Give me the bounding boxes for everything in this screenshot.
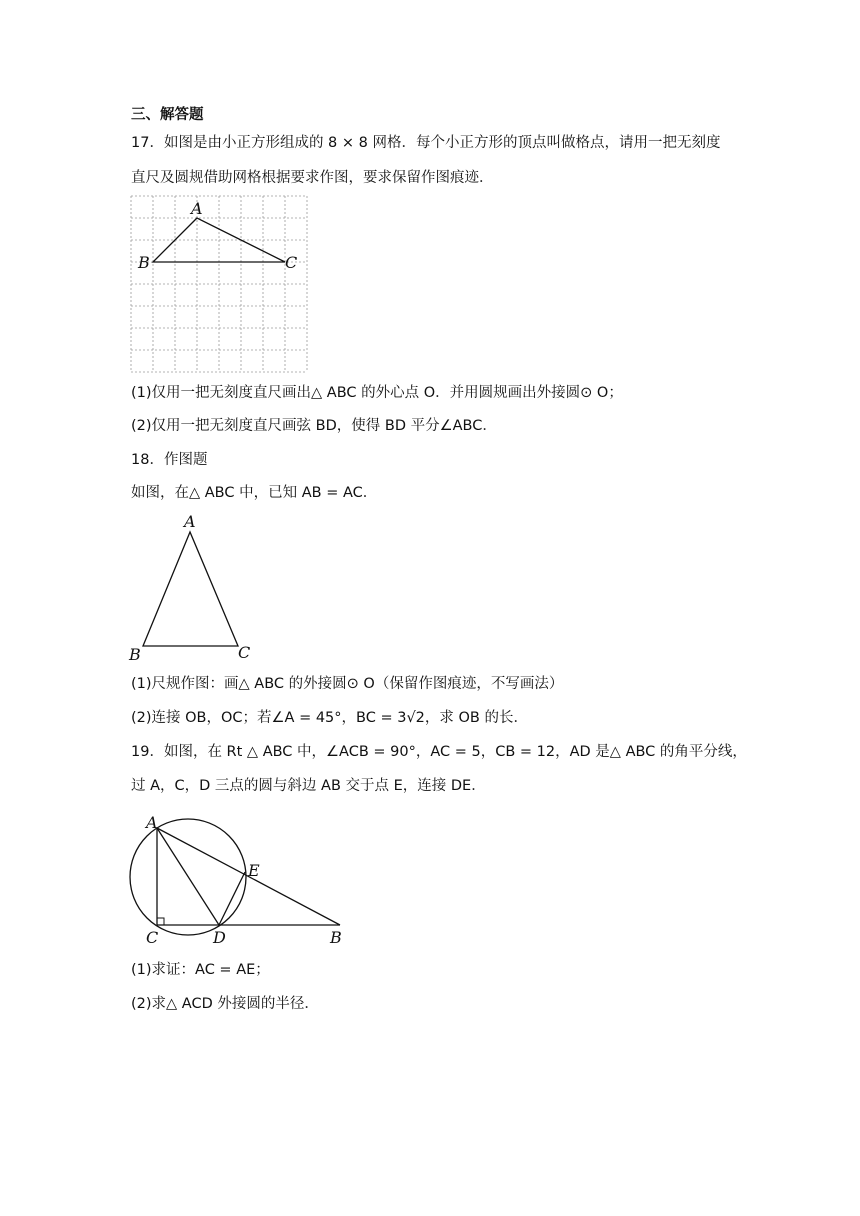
q19-label-b: B [330, 928, 342, 947]
q18-label-c: C [238, 643, 251, 662]
q17-part2: (2)仅用一把无刻度直尺画弦 BD，使得 BD 平分∠ABC． [131, 418, 497, 434]
q19-text-line1: 19．如图，在 Rt △ ABC 中，∠ACB = 90°，AC = 5，CB = 12，AD 是△ ABC 的角平分线， [131, 744, 747, 760]
q19-label-e: E [248, 861, 260, 880]
q18-label-b: B [129, 645, 141, 664]
q17-part1: (1)仅用一把无刻度直尺画出△ ABC 的外心点 O．并用圆规画出外接圆⊙ O； [131, 385, 623, 401]
q18-triangle [143, 532, 238, 646]
q18-triangle-figure [125, 508, 265, 668]
section-title: 三、解答题 [131, 107, 204, 123]
q18-label-a: A [184, 512, 196, 531]
q17-text-line1: 17．如图是由小正方形组成的 8 × 8 网格．每个小正方形的顶点叫做格点，请用一把无刻度 [131, 135, 721, 151]
q18-heading: 18．作图题 [131, 452, 208, 468]
q19-segment-de [219, 872, 245, 925]
q17-grid [131, 196, 307, 372]
q17-label-c: C [285, 253, 298, 272]
q19-label-c: C [146, 928, 159, 947]
q17-grid-figure [125, 190, 310, 375]
q19-label-a: A [146, 813, 158, 832]
q18-part1: (1)尺规作图：画△ ABC 的外接圆⊙ O（保留作图痕迹，不写画法） [131, 676, 564, 692]
q17-text-line2: 直尺及圆规借助网格根据要求作图，要求保留作图痕迹． [131, 170, 494, 186]
q17-label-a: A [191, 199, 203, 218]
q19-circle-figure [125, 808, 350, 953]
q19-segment-ad [157, 828, 219, 925]
q18-part2: (2)连接 OB，OC；若∠A = 45°，BC = 3√2，求 OB 的长． [131, 710, 528, 726]
q18-intro: 如图，在△ ABC 中，已知 AB = AC． [131, 485, 378, 501]
q17-label-b: B [138, 253, 150, 272]
q19-text-line2: 过 A，C，D 三点的圆与斜边 AB 交于点 E，连接 DE． [131, 778, 486, 794]
q19-part1: (1)求证：AC = AE； [131, 962, 270, 978]
q19-part2: (2)求△ ACD 外接圆的半径． [131, 996, 319, 1012]
q19-label-d: D [213, 928, 226, 947]
q19-right-angle-mark [157, 918, 164, 925]
